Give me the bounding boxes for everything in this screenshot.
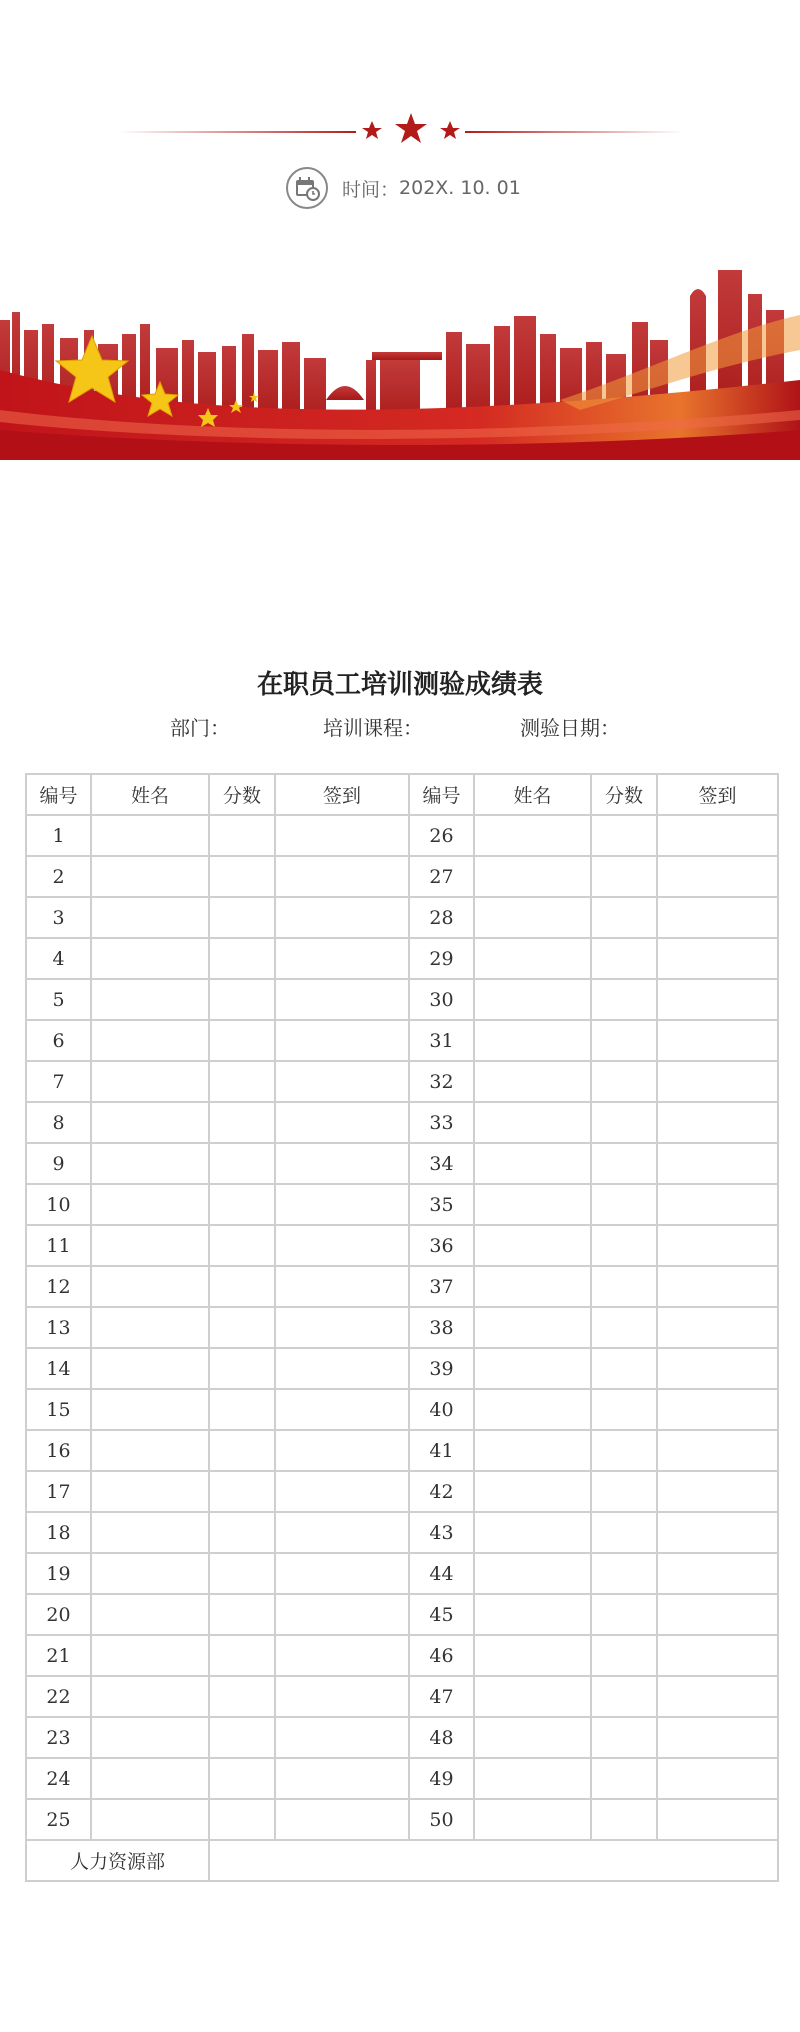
star-icon xyxy=(440,121,460,139)
row-number: 27 xyxy=(409,856,474,897)
header-name: 姓名 xyxy=(474,774,591,815)
name-cell[interactable] xyxy=(474,1471,591,1512)
signin-cell[interactable] xyxy=(275,1307,409,1348)
score-cell[interactable] xyxy=(591,1389,657,1430)
row-number: 20 xyxy=(26,1594,91,1635)
name-cell[interactable] xyxy=(474,1307,591,1348)
date-label: 时间： xyxy=(342,178,400,201)
score-cell[interactable] xyxy=(591,1184,657,1225)
signin-cell[interactable] xyxy=(657,815,778,856)
score-cell[interactable] xyxy=(209,1389,275,1430)
score-cell[interactable] xyxy=(591,1758,657,1799)
row-number: 14 xyxy=(26,1348,91,1389)
name-cell[interactable] xyxy=(474,856,591,897)
test-date-label: 测验日期： xyxy=(520,716,620,740)
city-skyline-banner xyxy=(0,260,800,460)
name-cell[interactable] xyxy=(91,1061,209,1102)
score-cell[interactable] xyxy=(591,1430,657,1471)
three-stars-icon xyxy=(355,111,467,151)
header-score: 分数 xyxy=(209,774,275,815)
score-cell[interactable] xyxy=(591,1143,657,1184)
name-cell[interactable] xyxy=(474,1799,591,1840)
signin-cell[interactable] xyxy=(657,1184,778,1225)
name-cell[interactable] xyxy=(91,1512,209,1553)
name-cell[interactable] xyxy=(91,1799,209,1840)
name-cell[interactable] xyxy=(474,1061,591,1102)
table-row xyxy=(26,1430,778,1471)
row-number: 16 xyxy=(26,1430,91,1471)
signin-cell[interactable] xyxy=(657,979,778,1020)
score-cell[interactable] xyxy=(209,979,275,1020)
name-cell[interactable] xyxy=(474,1676,591,1717)
row-number: 24 xyxy=(26,1758,91,1799)
row-number: 18 xyxy=(26,1512,91,1553)
score-cell[interactable] xyxy=(209,1266,275,1307)
table-row xyxy=(26,1143,778,1184)
score-cell[interactable] xyxy=(209,1799,275,1840)
name-cell[interactable] xyxy=(91,1184,209,1225)
row-number: 31 xyxy=(409,1020,474,1061)
row-number: 7 xyxy=(26,1061,91,1102)
row-number: 48 xyxy=(409,1717,474,1758)
signin-cell[interactable] xyxy=(275,1471,409,1512)
signin-cell[interactable] xyxy=(275,1553,409,1594)
row-number: 32 xyxy=(409,1061,474,1102)
row-number: 4 xyxy=(26,938,91,979)
score-cell[interactable] xyxy=(209,815,275,856)
name-cell[interactable] xyxy=(474,815,591,856)
row-number: 8 xyxy=(26,1102,91,1143)
name-cell[interactable] xyxy=(91,1471,209,1512)
score-cell[interactable] xyxy=(591,1471,657,1512)
table-row xyxy=(26,1512,778,1553)
name-cell[interactable] xyxy=(474,1266,591,1307)
row-number: 10 xyxy=(26,1184,91,1225)
name-cell[interactable] xyxy=(474,1225,591,1266)
footer-blank-cell xyxy=(209,1840,778,1881)
score-cell[interactable] xyxy=(591,1676,657,1717)
name-cell[interactable] xyxy=(91,979,209,1020)
department-label: 部门： xyxy=(170,716,230,740)
signin-cell[interactable] xyxy=(275,938,409,979)
row-number: 35 xyxy=(409,1184,474,1225)
name-cell[interactable] xyxy=(91,1676,209,1717)
name-cell[interactable] xyxy=(91,897,209,938)
name-cell[interactable] xyxy=(474,1512,591,1553)
signin-cell[interactable] xyxy=(657,1020,778,1061)
name-cell[interactable] xyxy=(474,1348,591,1389)
table-header-row xyxy=(26,774,778,815)
signin-cell[interactable] xyxy=(657,1061,778,1102)
score-cell[interactable] xyxy=(591,1799,657,1840)
signin-cell[interactable] xyxy=(275,1594,409,1635)
signin-cell[interactable] xyxy=(275,897,409,938)
row-number: 25 xyxy=(26,1799,91,1840)
star-icon xyxy=(395,113,427,143)
row-number: 50 xyxy=(409,1799,474,1840)
table-row xyxy=(26,815,778,856)
score-cell[interactable] xyxy=(209,1676,275,1717)
header-signin: 签到 xyxy=(275,774,409,815)
score-cell[interactable] xyxy=(209,1758,275,1799)
row-number: 2 xyxy=(26,856,91,897)
form-title: 在职员工培训测验成绩表 xyxy=(256,670,543,700)
row-number: 42 xyxy=(409,1471,474,1512)
signin-cell[interactable] xyxy=(657,856,778,897)
row-number: 1 xyxy=(26,815,91,856)
signin-cell[interactable] xyxy=(275,1348,409,1389)
signin-cell[interactable] xyxy=(657,1594,778,1635)
row-number: 15 xyxy=(26,1389,91,1430)
row-number: 9 xyxy=(26,1143,91,1184)
row-number: 23 xyxy=(26,1717,91,1758)
calendar-clock-icon xyxy=(286,167,328,209)
decor-line-left xyxy=(118,131,356,133)
row-number: 5 xyxy=(26,979,91,1020)
signin-cell[interactable] xyxy=(275,1512,409,1553)
score-cell[interactable] xyxy=(591,1307,657,1348)
score-cell[interactable] xyxy=(209,1717,275,1758)
name-cell[interactable] xyxy=(91,1553,209,1594)
name-cell[interactable] xyxy=(91,1430,209,1471)
score-cell[interactable] xyxy=(591,938,657,979)
name-cell[interactable] xyxy=(91,1020,209,1061)
name-cell[interactable] xyxy=(474,1717,591,1758)
table-row xyxy=(26,1758,778,1799)
row-number: 37 xyxy=(409,1266,474,1307)
decor-line-right xyxy=(465,131,683,133)
signin-cell[interactable] xyxy=(657,1143,778,1184)
header-signin: 签到 xyxy=(657,774,778,815)
row-number: 34 xyxy=(409,1143,474,1184)
signin-cell[interactable] xyxy=(657,1758,778,1799)
table-row xyxy=(26,1102,778,1143)
score-cell[interactable] xyxy=(209,1102,275,1143)
name-cell[interactable] xyxy=(91,856,209,897)
table-row xyxy=(26,1266,778,1307)
score-cell[interactable] xyxy=(209,1307,275,1348)
score-cell[interactable] xyxy=(591,1594,657,1635)
signin-cell[interactable] xyxy=(657,1471,778,1512)
row-number: 19 xyxy=(26,1553,91,1594)
name-cell[interactable] xyxy=(91,1307,209,1348)
score-cell[interactable] xyxy=(591,1225,657,1266)
score-cell[interactable] xyxy=(209,856,275,897)
signin-cell[interactable] xyxy=(657,1676,778,1717)
table-row xyxy=(26,1471,778,1512)
row-number: 29 xyxy=(409,938,474,979)
score-cell[interactable] xyxy=(591,1717,657,1758)
signin-cell[interactable] xyxy=(657,1635,778,1676)
row-number: 45 xyxy=(409,1594,474,1635)
row-number: 22 xyxy=(26,1676,91,1717)
score-cell[interactable] xyxy=(209,1348,275,1389)
name-cell[interactable] xyxy=(91,1635,209,1676)
header-score: 分数 xyxy=(591,774,657,815)
name-cell[interactable] xyxy=(474,1389,591,1430)
name-cell[interactable] xyxy=(474,979,591,1020)
score-cell[interactable] xyxy=(209,1594,275,1635)
date-row xyxy=(286,166,521,210)
name-cell[interactable] xyxy=(474,1102,591,1143)
name-cell[interactable] xyxy=(474,1553,591,1594)
row-number: 41 xyxy=(409,1430,474,1471)
name-cell[interactable] xyxy=(474,1184,591,1225)
table-row xyxy=(26,1635,778,1676)
score-cell[interactable] xyxy=(209,938,275,979)
signin-cell[interactable] xyxy=(275,1061,409,1102)
signin-cell[interactable] xyxy=(657,1225,778,1266)
signin-cell[interactable] xyxy=(275,1389,409,1430)
row-number: 46 xyxy=(409,1635,474,1676)
name-cell[interactable] xyxy=(91,1266,209,1307)
table-row xyxy=(26,1225,778,1266)
name-cell[interactable] xyxy=(91,1102,209,1143)
signin-cell[interactable] xyxy=(275,1020,409,1061)
name-cell[interactable] xyxy=(91,1225,209,1266)
row-number: 47 xyxy=(409,1676,474,1717)
signin-cell[interactable] xyxy=(275,1143,409,1184)
table-row xyxy=(26,1389,778,1430)
table-row xyxy=(26,1020,778,1061)
score-cell[interactable] xyxy=(209,1512,275,1553)
table-row xyxy=(26,1348,778,1389)
row-number: 39 xyxy=(409,1348,474,1389)
signin-cell[interactable] xyxy=(657,938,778,979)
signin-cell[interactable] xyxy=(657,1430,778,1471)
row-number: 43 xyxy=(409,1512,474,1553)
score-cell[interactable] xyxy=(591,1020,657,1061)
score-cell[interactable] xyxy=(209,1225,275,1266)
signin-cell[interactable] xyxy=(275,815,409,856)
table-row xyxy=(26,856,778,897)
signin-cell[interactable] xyxy=(657,1717,778,1758)
name-cell[interactable] xyxy=(474,938,591,979)
score-cell[interactable] xyxy=(209,1635,275,1676)
score-cell[interactable] xyxy=(591,1266,657,1307)
score-cell[interactable] xyxy=(209,1553,275,1594)
row-number: 13 xyxy=(26,1307,91,1348)
signin-cell[interactable] xyxy=(657,1512,778,1553)
row-number: 36 xyxy=(409,1225,474,1266)
name-cell[interactable] xyxy=(91,1143,209,1184)
signin-cell[interactable] xyxy=(275,1676,409,1717)
row-number: 40 xyxy=(409,1389,474,1430)
header-number: 编号 xyxy=(409,774,474,815)
name-cell[interactable] xyxy=(91,1348,209,1389)
score-cell[interactable] xyxy=(591,1553,657,1594)
score-cell[interactable] xyxy=(591,1102,657,1143)
signin-cell[interactable] xyxy=(657,1307,778,1348)
signin-cell[interactable] xyxy=(275,1225,409,1266)
table-row xyxy=(26,979,778,1020)
name-cell[interactable] xyxy=(91,1594,209,1635)
score-cell[interactable] xyxy=(209,897,275,938)
name-cell[interactable] xyxy=(91,1717,209,1758)
row-number: 38 xyxy=(409,1307,474,1348)
table-row xyxy=(26,938,778,979)
star-icon xyxy=(362,121,382,139)
name-cell[interactable] xyxy=(91,938,209,979)
signin-cell[interactable] xyxy=(657,1102,778,1143)
score-cell[interactable] xyxy=(591,1061,657,1102)
table-row xyxy=(26,1553,778,1594)
row-number: 30 xyxy=(409,979,474,1020)
table-row xyxy=(26,1676,778,1717)
score-cell[interactable] xyxy=(209,1061,275,1102)
table-footer-row xyxy=(26,1840,778,1881)
score-cell[interactable] xyxy=(209,1471,275,1512)
name-cell[interactable] xyxy=(91,1389,209,1430)
score-cell[interactable] xyxy=(591,1348,657,1389)
course-label: 培训课程： xyxy=(323,716,423,740)
row-number: 33 xyxy=(409,1102,474,1143)
signin-cell[interactable] xyxy=(275,979,409,1020)
score-cell[interactable] xyxy=(209,1143,275,1184)
name-cell[interactable] xyxy=(91,1758,209,1799)
table-row xyxy=(26,897,778,938)
table-row xyxy=(26,1594,778,1635)
name-cell[interactable] xyxy=(474,1635,591,1676)
signin-cell[interactable] xyxy=(275,1184,409,1225)
signin-cell[interactable] xyxy=(657,1553,778,1594)
score-cell[interactable] xyxy=(591,897,657,938)
score-cell[interactable] xyxy=(591,856,657,897)
name-cell[interactable] xyxy=(474,1430,591,1471)
name-cell[interactable] xyxy=(474,1143,591,1184)
table-row xyxy=(26,1184,778,1225)
score-cell[interactable] xyxy=(209,1430,275,1471)
signin-cell[interactable] xyxy=(657,1266,778,1307)
signin-cell[interactable] xyxy=(657,1799,778,1840)
row-number: 49 xyxy=(409,1758,474,1799)
signin-cell[interactable] xyxy=(657,1389,778,1430)
name-cell[interactable] xyxy=(474,1020,591,1061)
row-number: 6 xyxy=(26,1020,91,1061)
signin-cell[interactable] xyxy=(275,1430,409,1471)
header-number: 编号 xyxy=(26,774,91,815)
date-value: 202X. 10. 01 xyxy=(399,177,521,199)
signin-cell[interactable] xyxy=(275,1266,409,1307)
row-number: 12 xyxy=(26,1266,91,1307)
header-name: 姓名 xyxy=(91,774,209,815)
name-cell[interactable] xyxy=(474,1594,591,1635)
score-cell[interactable] xyxy=(591,1635,657,1676)
row-number: 44 xyxy=(409,1553,474,1594)
table-row xyxy=(26,1061,778,1102)
table-row xyxy=(26,1307,778,1348)
row-number: 28 xyxy=(409,897,474,938)
row-number: 11 xyxy=(26,1225,91,1266)
table-row xyxy=(26,1717,778,1758)
score-table xyxy=(25,773,779,1882)
signin-cell[interactable] xyxy=(275,856,409,897)
row-number: 26 xyxy=(409,815,474,856)
signin-cell[interactable] xyxy=(275,1635,409,1676)
score-cell[interactable] xyxy=(209,1184,275,1225)
name-cell[interactable] xyxy=(474,897,591,938)
score-cell[interactable] xyxy=(209,1020,275,1061)
signin-cell[interactable] xyxy=(275,1717,409,1758)
name-cell[interactable] xyxy=(474,1758,591,1799)
footer-department: 人力资源部 xyxy=(26,1840,209,1881)
signin-cell[interactable] xyxy=(275,1102,409,1143)
row-number: 21 xyxy=(26,1635,91,1676)
score-cell[interactable] xyxy=(591,1512,657,1553)
table-row xyxy=(26,1799,778,1840)
name-cell[interactable] xyxy=(91,815,209,856)
row-number: 17 xyxy=(26,1471,91,1512)
score-cell[interactable] xyxy=(591,979,657,1020)
signin-cell[interactable] xyxy=(275,1758,409,1799)
signin-cell[interactable] xyxy=(275,1799,409,1840)
signin-cell[interactable] xyxy=(657,1348,778,1389)
score-cell[interactable] xyxy=(591,815,657,856)
signin-cell[interactable] xyxy=(657,897,778,938)
row-number: 3 xyxy=(26,897,91,938)
